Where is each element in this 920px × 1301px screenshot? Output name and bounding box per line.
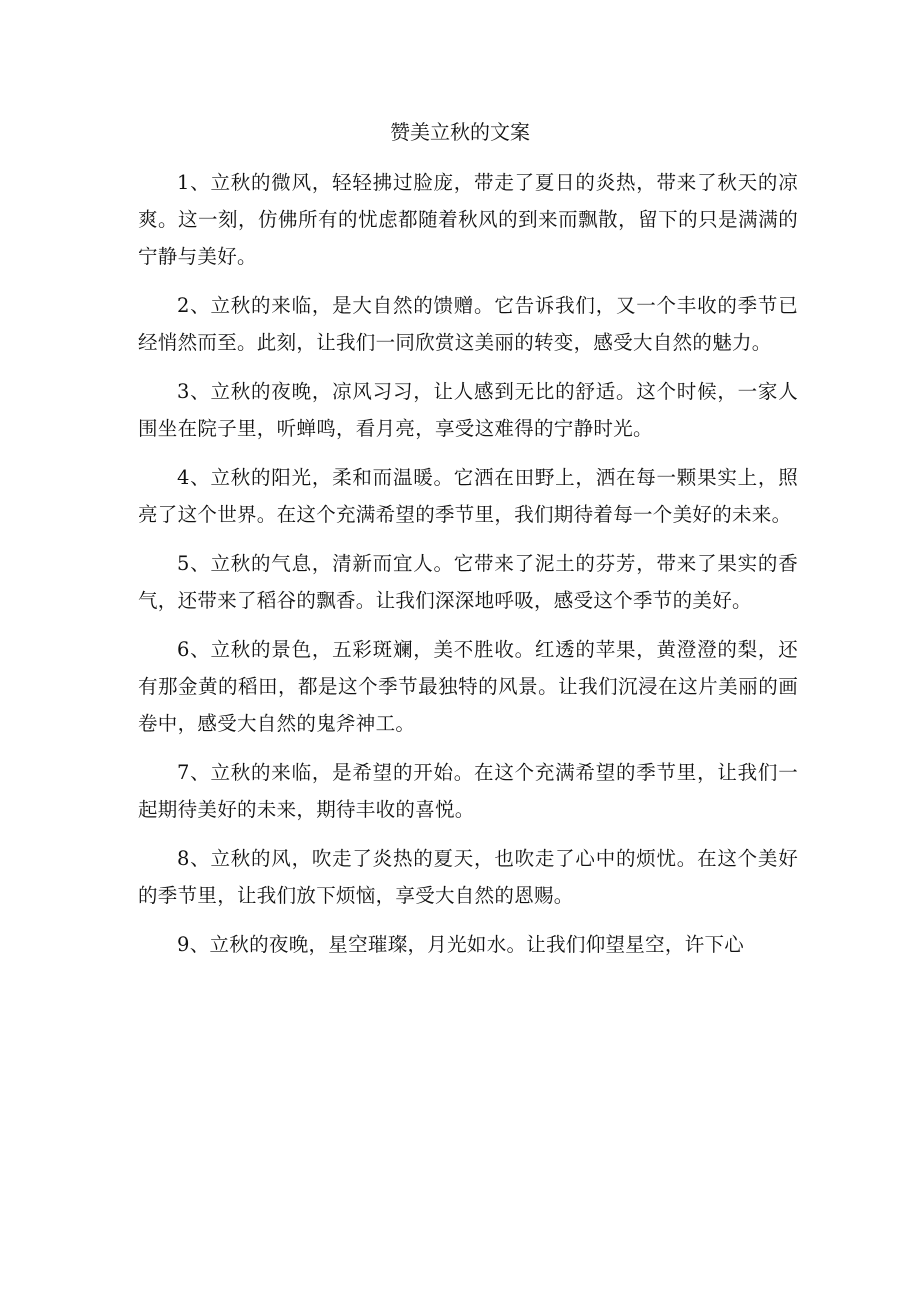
paragraph-4: 4、立秋的阳光，柔和而温暖。它洒在田野上，洒在每一颗果实上，照亮了这个世界。在这个充满希望的季节里，我们期待着每一个美好的未来。 — [138, 466, 798, 526]
paragraph-5: 5、立秋的气息，清新而宜人。它带来了泥土的芬芳，带来了果实的香气，还带来了稻谷的飘香。让我们深深地呼吸，感受这个季节的美好。 — [138, 552, 798, 612]
paragraph-7: 7、立秋的来临，是希望的开始。在这个充满希望的季节里，让我们一起期待美好的未来，期待丰收的喜悦。 — [138, 761, 798, 821]
paragraph-9: 9、立秋的夜晚，星空璀璨，月光如水。让我们仰望星空，许下心 — [177, 933, 745, 956]
paragraph-6: 6、立秋的景色，五彩斑斓，美不胜收。红透的苹果，黄澄澄的梨，还有那金黄的稻田，都是这个季节最独特的风景。让我们沉浸在这片美丽的画卷中，感受大自然的鬼斧神工。 — [138, 638, 798, 735]
paragraph-8: 8、立秋的风，吹走了炎热的夏天，也吹走了心中的烦忧。在这个美好的季节里，让我们放下烦恼，享受大自然的恩赐。 — [138, 847, 798, 907]
paragraph-1: 1、立秋的微风，轻轻拂过脸庞，带走了夏日的炎热，带来了秋天的凉爽。这一刻，仿佛所有的忧虑都随着秋风的到来而飘散，留下的只是满满的宁静与美好。 — [138, 171, 798, 268]
document-title: 赞美立秋的文案 — [390, 120, 530, 144]
document-body — [138, 164, 798, 975]
paragraph-2: 2、立秋的来临，是大自然的馈赠。它告诉我们，又一个丰收的季节已经悄然而至。此刻，让我们一同欣赏这美丽的转变，感受大自然的魅力。 — [138, 294, 798, 354]
paragraph-3: 3、立秋的夜晚，凉风习习，让人感到无比的舒适。这个时候，一家人围坐在院子里，听蝉鸣，看月亮，享受这难得的宁静时光。 — [138, 380, 798, 440]
